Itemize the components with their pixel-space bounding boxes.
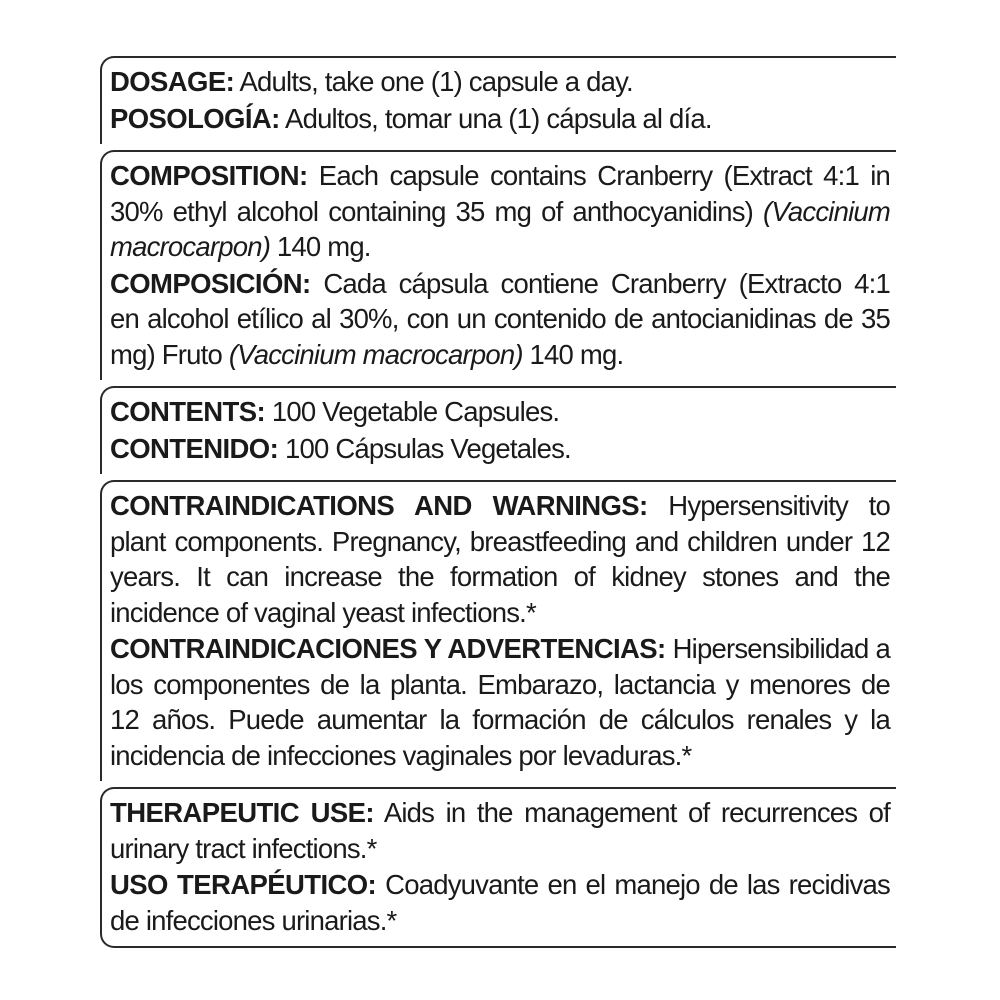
composition-text-es: Cada cápsula contiene Cranberry (Extracto 4:1 en alcohol etílico al 30%, con un contenido de antocianidinas de 35 mg) Fruto (110, 267, 890, 370)
latin-name-es: (Vaccinium macrocarpon) (228, 338, 523, 370)
composition-english (110, 158, 890, 265)
contents-heading-en: CONTENTS: (110, 396, 266, 427)
dosage-english (110, 64, 890, 100)
contents-heading-es: CONTENIDO: (110, 432, 279, 464)
dosage-heading-en: DOSAGE: (110, 66, 235, 97)
therapeutic-spanish (110, 867, 890, 938)
contents-text-en: 100 Vegetable Capsules. (265, 396, 560, 427)
supplement-label-panel (100, 56, 896, 948)
contents-spanish (110, 431, 890, 467)
contents-text-es: 100 Cápsulas Vegetales. (278, 432, 571, 464)
composition-heading-es: COMPOSICIÓN: (110, 267, 311, 299)
warnings-heading-es: CONTRAINDICACIONES Y ADVERTENCIAS: (110, 633, 666, 664)
composition-text-en: Each capsule contains Cranberry (Extract 4:1 in 30% ethyl alcohol containing 35 mg of anthocyanidins) (110, 160, 890, 227)
contents-section (100, 386, 896, 474)
dosage-text-es: Adultos, tomar una (1) cápsula al día. (279, 102, 712, 134)
warnings-english (110, 488, 890, 630)
warnings-spanish (110, 631, 890, 773)
composition-heading-en: COMPOSITION: (110, 160, 308, 191)
dosage-heading-es: POSOLOGÍA: (110, 102, 280, 134)
warnings-section (100, 480, 896, 781)
composition-section (100, 150, 896, 380)
therapeutic-english (110, 795, 890, 866)
warnings-heading-en: CONTRAINDICATIONS AND WARNINGS: (110, 490, 648, 521)
warnings-text-es: Hipersensibilidad a los componentes de la planta. Embarazo, lactancia y menores de 12 años. Puede aumentar la formación de cálculos renales y la incidencia de infecciones vaginales por levaduras.* (110, 633, 890, 771)
dosage-spanish (110, 101, 890, 137)
therapeutic-text-es: Coadyuvante en el manejo de las recidivas de infecciones urinarias.* (110, 869, 890, 936)
composition-amount-es: 140 mg. (522, 338, 624, 370)
therapeutic-text-en: Aids in the management of recurrences of urinary tract infections.* (110, 797, 890, 864)
composition-spanish (110, 266, 890, 373)
composition-amount-en: 140 mg. (270, 231, 371, 262)
dosage-section (100, 56, 896, 144)
therapeutic-heading-en: THERAPEUTIC USE: (110, 797, 374, 828)
therapeutic-section (100, 787, 896, 948)
contents-english (110, 394, 890, 430)
latin-name-en: (Vaccinium macrocarpon) (110, 195, 890, 262)
therapeutic-heading-es: USO TERAPÉUTICO: (110, 869, 377, 900)
dosage-text-en: Adults, take one (1) capsule a day. (234, 66, 633, 97)
warnings-text-en: Hypersensitivity to plant components. Pregnancy, breastfeeding and children under 12 years. It can increase the formation of kidney stones and the incidence of vaginal yeast infections.* (110, 490, 890, 628)
